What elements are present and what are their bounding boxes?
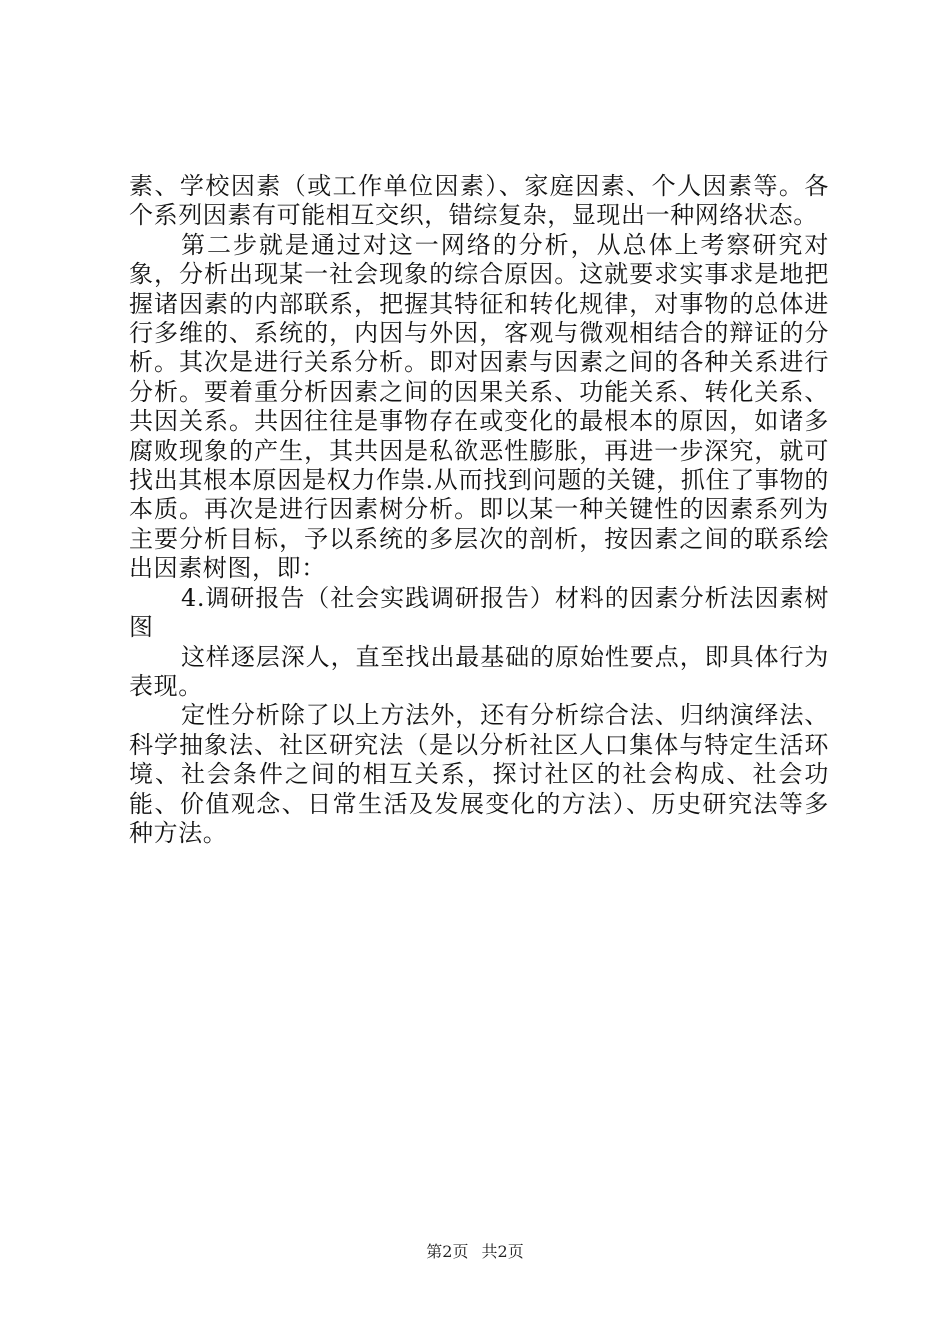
document-body [129, 172, 829, 848]
paragraph-deepening: 这样逐层深人，直至找出最基础的原始性要点，即具体行为表现。 [129, 642, 829, 700]
paragraph-qualitative-methods: 定性分析除了以上方法外，还有分析综合法、归纳演绎法、科学抽象法、社区研究法（是以分析社区人口集体与特定生活环境、社会条件之间的相互关系，探讨社区的社会构成、社会功能、价值观念、日常生活及发展变化的方法）、历史研究法等多种方法。 [129, 701, 829, 847]
paragraph-figure-caption: 4.调研报告（社会实践调研报告）材料的因素分析法因素树图 [129, 583, 829, 642]
page-number-current: 第2页 [426, 1242, 469, 1261]
page-footer [0, 1242, 950, 1262]
page-number-total: 共2页 [481, 1242, 524, 1261]
paragraph-continuation: 素、学校因素（或工作单位因素）、家庭因素、个人因素等。各个系列因素有可能相互交织，错综复杂，显现出一种网络状态。 [129, 172, 829, 230]
paragraph-analysis-steps: 第二步就是通过对这一网络的分析，从总体上考察研究对象，分析出现某一社会现象的综合原因。这就要求实事求是地把握诸因素的内部联系，把握其特征和转化规律，对事物的总体进行多维的、系统的，内因与外因，客观与微观相结合的辩证的分析。其次是进行关系分析。即对因素与因素之间的各种关系进行分析。要着重分析因素之间的因果关系、功能关系、转化关系、共因关系。共因往往是事物存在或变化的最根本的原因，如诸多腐败现象的产生，其共因是私欲恶性膨胀，再进一步深究，就可找出其根本原因是权力作祟.从而找到问题的关键，抓住了事物的本质。再次是进行因素树分析。即以某一种关键性的因素系列为主要分析目标，予以系统的多层次的剖析，按因素之间的联系绘出因素树图，即： [129, 230, 829, 583]
